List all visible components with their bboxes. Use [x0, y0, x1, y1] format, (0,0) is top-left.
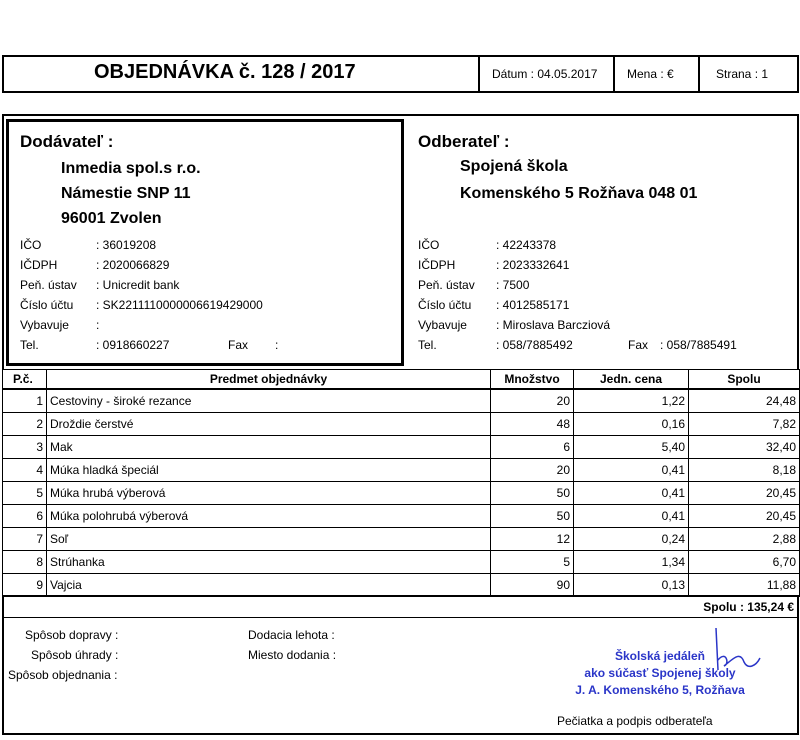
row-item: Mak [47, 436, 491, 459]
row-unit-price: 0,41 [574, 482, 689, 505]
currency-label: Mena : [627, 67, 664, 81]
supplier-fax-value: : [275, 338, 279, 352]
row-total: 8,18 [689, 459, 800, 482]
row-index: 6 [3, 505, 47, 528]
row-quantity: 50 [491, 505, 574, 528]
row-item: Múka polohrubá výberová [47, 505, 491, 528]
table-row [3, 459, 800, 482]
currency-value: € [667, 67, 674, 81]
date-label: Dátum : [492, 67, 535, 81]
page-cell [698, 57, 800, 91]
col-header-index: P.č. [3, 370, 47, 390]
items-body [3, 389, 800, 597]
customer-fax-value: : 058/7885491 [660, 338, 737, 352]
customer-ico-label: IČO [418, 238, 440, 252]
row-unit-price: 5,40 [574, 436, 689, 459]
row-item: Múka hladká špeciál [47, 459, 491, 482]
delivery-deadline-label: Dodacia lehota : [248, 628, 335, 642]
stamp-line-1: Školská jedáleň [614, 649, 706, 663]
row-index: 8 [3, 551, 47, 574]
row-index: 2 [3, 413, 47, 436]
row-unit-price: 0,41 [574, 459, 689, 482]
table-row [3, 551, 800, 574]
row-unit-price: 1,22 [574, 389, 689, 413]
row-quantity: 6 [491, 436, 574, 459]
row-item: Múka hrubá výberová [47, 482, 491, 505]
supplier-bank-label: Peň. ústav [20, 278, 77, 292]
supplier-account-value: : SK2211110000006619429000 [96, 298, 263, 312]
customer-heading: Odberateľ : [418, 132, 510, 151]
row-item: Soľ [47, 528, 491, 551]
row-quantity: 20 [491, 459, 574, 482]
row-item: Strúhanka [47, 551, 491, 574]
signature-label: Pečiatka a podpis odberateľa [557, 714, 713, 728]
customer-icdph-label: IČDPH [418, 258, 456, 272]
row-unit-price: 0,24 [574, 528, 689, 551]
row-item: Vajcia [47, 574, 491, 597]
col-header-total: Spolu [689, 370, 800, 390]
table-row [3, 389, 800, 413]
row-total: 20,45 [689, 482, 800, 505]
stamp-line-2: ako súčasť Spojenej školy [584, 666, 736, 680]
table-row [3, 436, 800, 459]
row-total: 2,88 [689, 528, 800, 551]
supplier-handler-value: : [96, 318, 100, 332]
table-row [3, 528, 800, 551]
delivery-place-label: Miesto dodania : [248, 648, 337, 662]
signature [700, 620, 770, 680]
page-label: Strana : [716, 67, 759, 81]
date-cell [478, 57, 625, 91]
row-total: 7,82 [689, 413, 800, 436]
table-row [3, 482, 800, 505]
customer-tel-value: : 058/7885492 [496, 338, 573, 352]
stamp-line-3: J. A. Komenského 5, Rožňava [575, 683, 745, 697]
col-header-unit-price: Jedn. cena [574, 370, 689, 390]
supplier-heading: Dodávateľ : [20, 132, 114, 151]
row-total: 24,48 [689, 389, 800, 413]
row-index: 5 [3, 482, 47, 505]
customer-street: Komenského 5 Rožňava 048 01 [460, 185, 698, 202]
row-unit-price: 0,16 [574, 413, 689, 436]
supplier-city: 96001 Zvolen [61, 210, 162, 227]
items-header-row [3, 370, 800, 390]
date-value: 04.05.2017 [537, 67, 598, 81]
items-table [2, 369, 800, 597]
row-index: 9 [3, 574, 47, 597]
order-title: OBJEDNÁVKA č. 128 / 2017 [94, 61, 356, 83]
customer-tel-label: Tel. [418, 338, 437, 352]
order-method-label: Spôsob objednania : [8, 668, 118, 682]
grand-total: Spolu : 135,24 € [703, 600, 794, 614]
row-index: 1 [3, 389, 47, 413]
supplier-fax-label: Fax [228, 338, 249, 352]
customer-fax-label: Fax [628, 338, 649, 352]
supplier-street: Námestie SNP 11 [61, 185, 191, 202]
customer-ico-value: : 42243378 [496, 238, 557, 252]
supplier-bank-value: : Unicredit bank [96, 278, 180, 292]
row-quantity: 20 [491, 389, 574, 413]
supplier-icdph-value: : 2020066829 [96, 258, 170, 272]
row-index: 4 [3, 459, 47, 482]
supplier-handler-label: Vybavuje [20, 318, 69, 332]
customer-handler-value: : Miroslava Barcziová [496, 318, 611, 332]
col-header-item: Predmet objednávky [47, 370, 491, 390]
supplier-name: Inmedia spol.s r.o. [61, 160, 201, 177]
supplier-tel-value: : 0918660227 [96, 338, 170, 352]
table-row [3, 413, 800, 436]
customer-name: Spojená škola [460, 158, 568, 175]
supplier-account-label: Číslo účtu [20, 298, 74, 312]
row-index: 3 [3, 436, 47, 459]
row-total: 11,88 [689, 574, 800, 597]
supplier-ico-value: : 36019208 [96, 238, 157, 252]
table-row [3, 574, 800, 597]
supplier-ico-label: IČO [20, 238, 42, 252]
customer-handler-label: Vybavuje [418, 318, 467, 332]
supplier-tel-label: Tel. [20, 338, 39, 352]
row-quantity: 50 [491, 482, 574, 505]
row-item: Droždie čerstvé [47, 413, 491, 436]
table-row [3, 505, 800, 528]
customer-account-label: Číslo účtu [418, 298, 472, 312]
row-quantity: 90 [491, 574, 574, 597]
row-total: 32,40 [689, 436, 800, 459]
row-quantity: 12 [491, 528, 574, 551]
col-header-quantity: Množstvo [491, 370, 574, 390]
row-quantity: 48 [491, 413, 574, 436]
row-unit-price: 1,34 [574, 551, 689, 574]
row-index: 7 [3, 528, 47, 551]
payment-method-label: Spôsob úhrady : [31, 648, 119, 662]
row-item: Cestoviny - široké rezance [47, 389, 491, 413]
row-unit-price: 0,41 [574, 505, 689, 528]
page-value: 1 [761, 67, 769, 81]
row-quantity: 5 [491, 551, 574, 574]
customer-account-value: : 4012585171 [496, 298, 570, 312]
row-unit-price: 0,13 [574, 574, 689, 597]
supplier-icdph-label: IČDPH [20, 258, 58, 272]
customer-icdph-value: : 2023332641 [496, 258, 570, 272]
delivery-method-label: Spôsob dopravy : [25, 628, 119, 642]
customer-bank-value: : 7500 [496, 278, 530, 292]
row-total: 20,45 [689, 505, 800, 528]
customer-bank-label: Peň. ústav [418, 278, 475, 292]
row-total: 6,70 [689, 551, 800, 574]
total-separator [2, 617, 799, 618]
